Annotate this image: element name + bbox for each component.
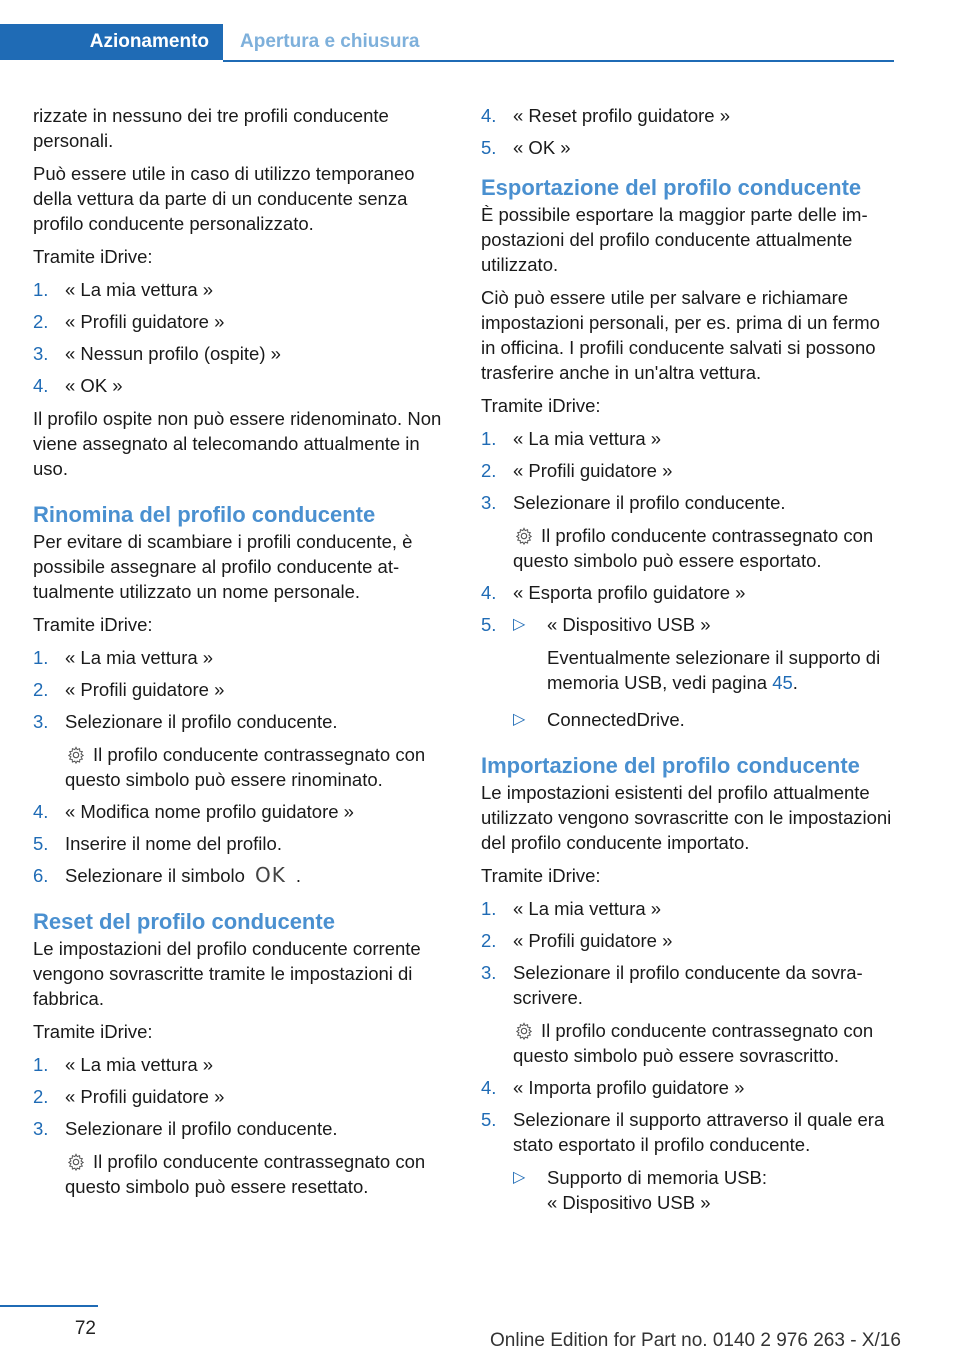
steps-list <box>481 426 897 732</box>
paragraph: Ciò può essere utile per salvare e richiamare impostazioni personali, per es. prima di un fermo in officina. I profili conducente salvati si possono trasferire anche in un'altra vettura. <box>481 287 880 383</box>
paragraph: Tramite iDrive: <box>33 1021 153 1042</box>
edition-footer: Online Edition for Part no. 0140 2 976 263 - X/16 <box>490 1330 901 1351</box>
steps-list <box>481 103 897 160</box>
steps-list <box>33 277 447 398</box>
note: Il profilo conducente contrassegnato con questo simbolo può essere sovrascritto. <box>513 1020 874 1066</box>
paragraph: Le impostazioni esistenti del profilo attualmente utilizzato vengono sovrascritte con le impostazioni del profilo conducente importato. <box>481 782 892 853</box>
list-item: 5. Inserire il nome del profilo. <box>33 833 282 854</box>
note: Il profilo conducente contrassegnato con questo simbolo può essere resettato. <box>65 1151 426 1197</box>
triangle-bullet-icon: ▷ <box>513 1169 526 1186</box>
left-column <box>33 103 447 1207</box>
gear-icon <box>515 1022 533 1040</box>
section-heading: Importazione del profilo conducente <box>481 753 860 778</box>
list-item: 2. « Profili guidatore » <box>33 679 225 700</box>
list-item: 2. « Profili guidatore » <box>33 311 225 332</box>
list-item: 1. « La mia vettura » <box>481 428 662 449</box>
list-item: 3. Selezionare il profilo conducente. Il profilo conducente contrassegnato con questo simbolo può essere resettato. <box>33 1116 447 1199</box>
gear-icon <box>67 1153 85 1171</box>
list-item: 3. Selezionare il profilo conducente da sovrascrivere. Il profilo conducente contrassegnato con questo simbolo può essere sovrascritto. <box>481 960 897 1068</box>
steps-list <box>33 1052 447 1199</box>
section-heading: Esportazione del profilo conducente <box>481 175 862 200</box>
bullet-item: ▷ « Dispositivo USB » Eventualmente selezionare il supporto di memoria USB, vedi pagina 45. <box>513 612 897 695</box>
gear-icon <box>515 527 533 545</box>
list-item: 2. « Profili guidatore » <box>481 930 673 951</box>
bullet-item: ▷ ConnectedDrive. <box>513 709 685 730</box>
list-item: 4. « Modifica nome profilo guidatore » <box>33 801 354 822</box>
paragraph: Può essere utile in caso di utilizzo temporaneo della vettura da parte di un conducente senza profilo conducente personalizzato. <box>33 163 415 234</box>
list-item: 1. « La mia vettura » <box>481 898 662 919</box>
paragraph: rizzate in nessuno dei tre profili conducente personali. <box>33 105 389 151</box>
paragraph: Tramite iDrive: <box>481 865 601 886</box>
note: Eventualmente selezionare il supporto di memoria USB, vedi pagina 45. <box>547 647 881 693</box>
page-header <box>0 24 894 62</box>
note: Il profilo conducente contrassegnato con questo simbolo può essere esportato. <box>513 525 874 571</box>
list-item: 5. ▷ « Dispositivo USB » Eventualmente selezionare il supporto di memoria USB, vedi pagina 45. ▷ ConnectedDrive. <box>481 612 897 732</box>
paragraph: Tramite iDrive: <box>33 246 153 267</box>
list-item: 2. « Profili guidatore » <box>33 1086 225 1107</box>
footer-rule <box>0 1305 98 1307</box>
triangle-bullet-icon: ▷ <box>513 711 526 728</box>
list-item: 1. « La mia vettura » <box>33 279 214 300</box>
list-item: 4. « Importa profilo guidatore » <box>481 1077 745 1098</box>
list-item: 4. « OK » <box>33 375 123 396</box>
header-rule <box>223 60 894 62</box>
section-tab[interactable]: Azionamento <box>0 24 223 60</box>
steps-list <box>481 896 897 1215</box>
gear-icon <box>67 746 85 764</box>
triangle-bullet-icon: ▷ <box>513 616 526 633</box>
list-item: 4. « Reset profilo guidatore » <box>481 105 730 126</box>
page-link[interactable]: 45 <box>772 672 793 693</box>
list-item: 3. Selezionare il profilo conducente. Il profilo conducente contrassegnato con questo simbolo può essere rinominato. <box>33 709 447 792</box>
list-item: 1. « La mia vettura » <box>33 647 214 668</box>
paragraph: Tramite iDrive: <box>33 614 153 635</box>
list-item: 1. « La mia vettura » <box>33 1054 214 1075</box>
paragraph: Le impostazioni del profilo conducente corrente vengono sovrascritte tramite le impostazioni di fabbrica. <box>33 938 421 1009</box>
list-item: 3. « Nessun profilo (ospite) » <box>33 343 281 364</box>
list-item: 6. Selezionare il simbolo OK . <box>33 863 301 887</box>
list-item: 2. « Profili guidatore » <box>481 460 673 481</box>
subsection-tab[interactable]: Apertura e chiusura <box>240 31 420 52</box>
paragraph: È possibile esportare la maggior parte delle impostazioni del profilo conducente attualmente utilizzato. <box>481 204 868 275</box>
list-item: 3. Selezionare il profilo conducente. Il profilo conducente contrassegnato con questo simbolo può essere esportato. <box>481 490 897 573</box>
ok-symbol: OK <box>254 863 286 887</box>
bullet-item: ▷ Supporto di memoria USB: « Dispositivo USB » <box>513 1167 768 1213</box>
paragraph: Per evitare di scambiare i profili conducente, è possibile assegnare al profilo conducente attualmente utilizzato un nome personale. <box>33 531 413 602</box>
list-item: 5. « OK » <box>481 137 571 158</box>
note: Il profilo conducente contrassegnato con questo simbolo può essere rinominato. <box>65 744 426 790</box>
page-number: 72 <box>74 1318 96 1339</box>
steps-list <box>33 645 447 888</box>
list-item: 5. Selezionare il supporto attraverso il quale era stato esportato il profilo conducente. ▷ Supporto di memoria USB: « Dispositivo USB » <box>481 1107 897 1215</box>
paragraph: Il profilo ospite non può essere ridenominato. Non viene assegnato al telecomando attualmente in uso. <box>33 408 442 479</box>
paragraph: Tramite iDrive: <box>481 395 601 416</box>
section-heading: Rinomina del profilo conducente <box>33 502 376 527</box>
right-column <box>481 103 897 1223</box>
list-item: 4. « Esporta profilo guidatore » <box>481 582 746 603</box>
section-heading: Reset del profilo conducente <box>33 909 335 934</box>
